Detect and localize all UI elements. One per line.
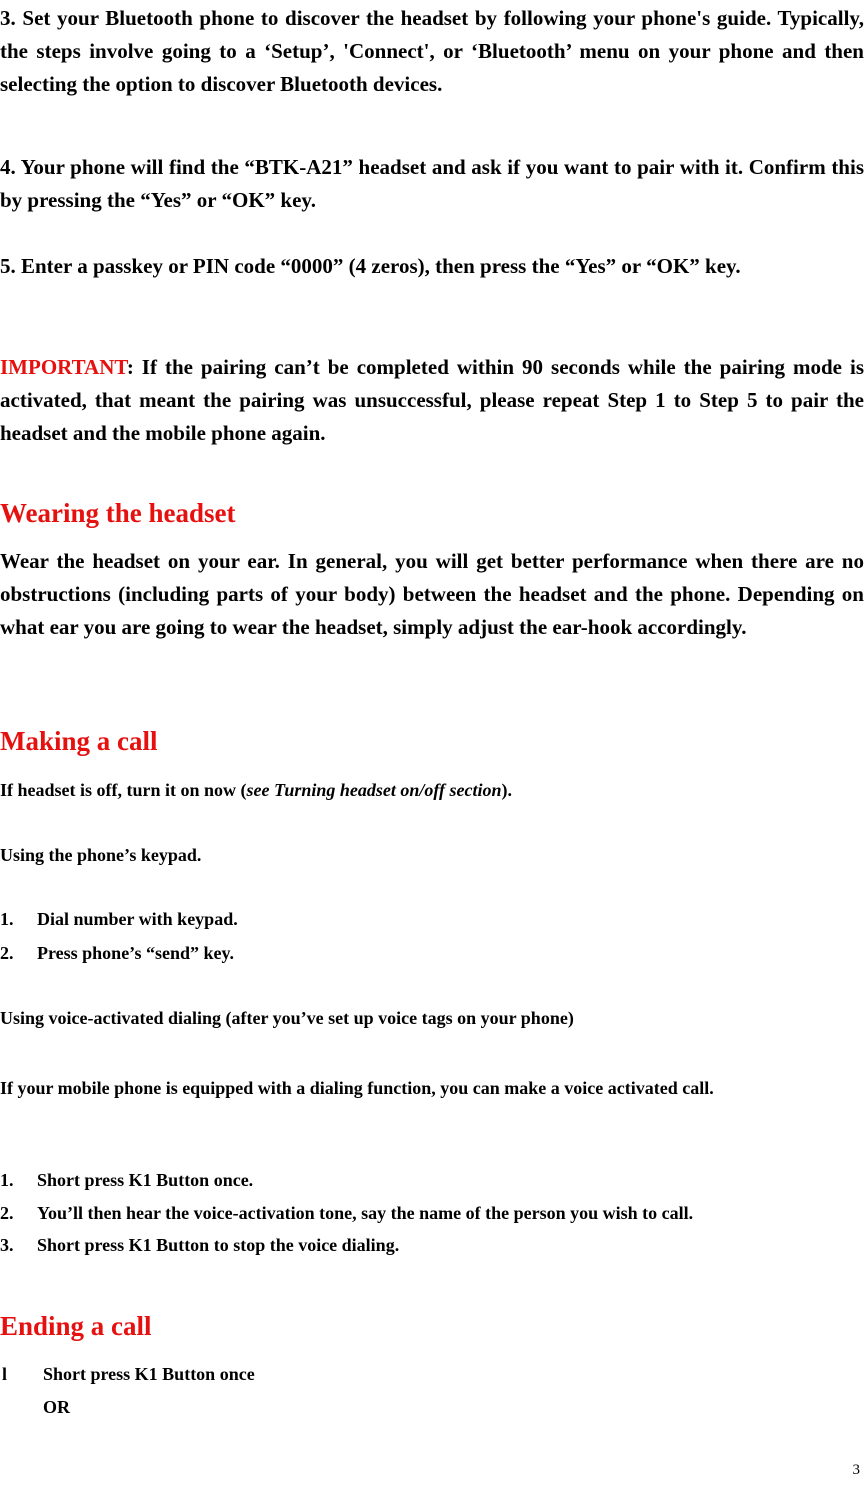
ending-call-line: Short press K1 Button once (43, 1364, 255, 1384)
wearing-paragraph: Wear the headset on your ear. In general, you will get better performance when there are no obstructions (including parts of your body) between the headset and the phone. Depending on what ear you are going to wear the headset, simply adjust the ear-hook accordingly. (0, 549, 864, 639)
section-reference: see Turning headset on/off section (246, 780, 502, 800)
keypad-step: 2. Press phone’s “send” key. (0, 943, 235, 963)
voice-step: 3. Short press K1 Button to stop the voice dialing. (0, 1235, 400, 1255)
bullet-marker: l (2, 1364, 8, 1384)
page-number: 3 (852, 1462, 860, 1478)
making-call-intro: If headset is off, turn it on now (see Turning headset on/off section). (0, 780, 513, 800)
making-call-heading: Making a call (0, 726, 158, 756)
voice-dialing-title: Using voice-activated dialing (after you’ve set up voice tags on your phone) (0, 1008, 574, 1028)
step-5-paragraph: 5. Enter a passkey or PIN code “0000” (4 zeros), then press the “Yes” or “OK” key. (0, 254, 741, 278)
ending-call-or: OR (43, 1397, 70, 1417)
step-3-paragraph: 3. Set your Bluetooth phone to discover the headset by following your phone's guide. Typically, the steps involve going to a ‘Setup’, 'Connect', or ‘Bluetooth’ menu on your phone and then selecting the option to discover Bluetooth devices. (0, 6, 864, 96)
important-paragraph (0, 351, 864, 450)
ending-call-heading: Ending a call (0, 1311, 152, 1341)
keypad-title: Using the phone’s keypad. (0, 845, 202, 865)
step-4-paragraph: 4. Your phone will find the “BTK-A21” headset and ask if you want to pair with it. Confirm this by pressing the “Yes” or “OK” key. (0, 155, 864, 212)
voice-step: 1. Short press K1 Button once. (0, 1170, 254, 1190)
keypad-step: 1. Dial number with keypad. (0, 909, 238, 929)
important-text: : If the pairing can’t be completed within 90 seconds while the pairing mode is activated, that meant the pairing was unsuccessful, please repeat Step 1 to Step 5 to pair the headset and the mobile phone again. (0, 355, 864, 445)
voice-step: 2. You’ll then hear the voice-activation tone, say the name of the person you wish to call. (0, 1203, 694, 1223)
important-label: IMPORTANT (0, 355, 127, 379)
voice-dialing-intro: If your mobile phone is equipped with a dialing function, you can make a voice activated call. (0, 1078, 714, 1098)
wearing-heading: Wearing the headset (0, 498, 236, 528)
